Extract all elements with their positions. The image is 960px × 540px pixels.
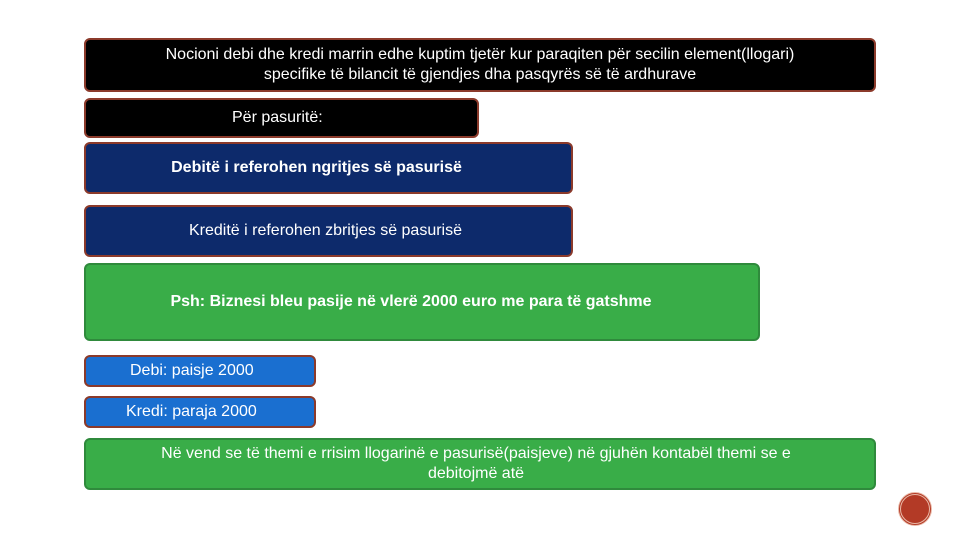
credit-rule-box xyxy=(84,205,573,257)
assets-heading: Për pasuritë: xyxy=(232,109,323,126)
debit-rule-box xyxy=(84,142,573,194)
credit-rule-text: Kreditë i referohen zbritjes së pasurisë xyxy=(188,222,463,239)
example-text: Psh: Biznesi bleu pasije në vlerë 2000 euro me para të gatshme xyxy=(170,293,652,310)
assets-heading-box xyxy=(84,98,479,138)
debit-entry-text: Debi: paisje 2000 xyxy=(130,362,254,379)
slide-number-badge xyxy=(898,492,932,526)
credit-entry-text: Kredi: paraja 2000 xyxy=(126,403,257,420)
title-line-1: Nocioni debi dhe kredi marrin edhe kuptim tjetër kur paraqiten për secilin element(llogari) xyxy=(165,46,795,63)
example-box xyxy=(84,263,760,341)
debit-entry-box xyxy=(84,355,316,387)
note-line-1: Në vend se të themi e rrisim llogarinë e pasurisë(paisjeve) në gjuhën kontabël themi se e xyxy=(161,445,791,462)
title-box xyxy=(84,38,876,92)
note-box xyxy=(84,438,876,490)
credit-entry-box xyxy=(84,396,316,428)
note-line-2: debitojmë atë xyxy=(427,465,525,482)
debit-rule-text: Debitë i referohen ngritjes së pasurisë xyxy=(171,159,462,176)
title-line-2: specifike të bilancit të gjendjes dha pasqyrës së të ardhurave xyxy=(263,66,697,83)
